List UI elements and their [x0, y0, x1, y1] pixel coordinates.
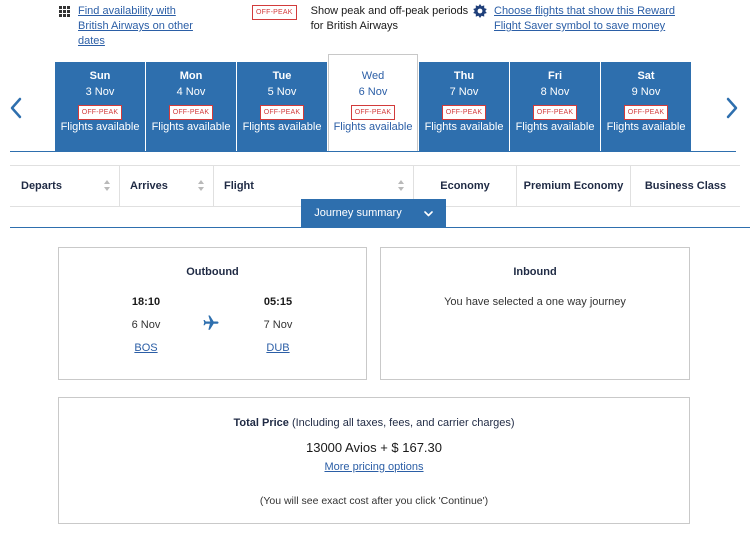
economy-label: Economy: [440, 180, 490, 192]
arrival-airport-link[interactable]: DUB: [266, 342, 290, 354]
day-date: 9 Nov: [631, 86, 661, 98]
availability-status: Flights available: [242, 121, 322, 133]
day-date: 8 Nov: [540, 86, 570, 98]
departs-label: Departs: [21, 180, 62, 192]
offpeak-badge: OFF-PEAK: [533, 105, 578, 120]
outbound-title: Outbound: [186, 266, 239, 278]
day-name: Thu: [453, 70, 475, 82]
day-name: Tue: [272, 70, 292, 82]
availability-status: Flights available: [333, 121, 413, 133]
availability-status: Flights available: [424, 121, 504, 133]
day-name: Sat: [637, 70, 655, 82]
date-tab-mon[interactable]: [146, 62, 236, 152]
day-name: Fri: [547, 70, 563, 82]
reward-saver-link[interactable]: Choose flights that show this Reward Flight Saver symbol to save money: [494, 5, 675, 32]
summary-divider: [10, 227, 750, 228]
chevron-down-icon: [424, 209, 433, 218]
offpeak-badge: OFF-PEAK: [78, 105, 123, 120]
arrival-date: 7 Nov: [263, 319, 293, 331]
total-price-sublabel: (Including all taxes, fees, and carrier charges): [288, 417, 515, 429]
peak-info-text: Show peak and off-peak periods for British Airways: [310, 5, 469, 32]
day-date: 6 Nov: [358, 86, 388, 98]
one-way-message: You have selected a one way journey: [444, 296, 626, 308]
next-arrow-icon[interactable]: [724, 96, 740, 120]
sort-arrives-header[interactable]: [120, 166, 214, 206]
departure-airport-link[interactable]: BOS: [134, 342, 158, 354]
total-price-label: Total Price: [233, 417, 289, 429]
date-tab-thu[interactable]: [419, 62, 509, 152]
total-price-card: [58, 397, 690, 524]
date-tabs: [55, 62, 692, 152]
journey-summary-label: Journey summary: [314, 207, 402, 219]
business-class-label: Business Class: [644, 180, 727, 192]
day-name: Wed: [361, 70, 385, 82]
previous-arrow-icon[interactable]: [8, 96, 24, 120]
sort-arrows-icon: [398, 180, 405, 192]
date-carousel: [0, 62, 750, 154]
availability-info: [59, 4, 208, 49]
peak-info: [252, 4, 476, 34]
availability-status: Flights available: [151, 121, 231, 133]
inbound-title: Inbound: [513, 266, 557, 278]
day-name: Mon: [179, 70, 203, 82]
saver-info: [473, 4, 694, 34]
departure-date: 6 Nov: [131, 319, 161, 331]
business-class-header: [631, 166, 740, 206]
departure-time: 18:10: [131, 296, 161, 308]
availability-status: Flights available: [60, 121, 140, 133]
date-tab-wed-selected[interactable]: [328, 54, 418, 152]
departure-segment: [116, 296, 176, 355]
reward-saver-icon: [473, 4, 487, 18]
day-date: 7 Nov: [449, 86, 479, 98]
total-price-value: 13000 Avios + $ 167.30: [305, 440, 443, 455]
more-pricing-options-link[interactable]: More pricing options: [324, 461, 424, 473]
calendar-icon: [59, 6, 70, 17]
date-tab-sun[interactable]: [55, 62, 145, 152]
day-name: Sun: [89, 70, 111, 82]
premium-economy-label: Premium Economy: [523, 180, 624, 192]
date-tab-sat[interactable]: [601, 62, 691, 152]
premium-economy-header: [517, 166, 631, 206]
sort-arrows-icon: [104, 180, 111, 192]
exact-cost-note: (You will see exact cost after you click 'Continue'): [259, 495, 489, 507]
availability-status: Flights available: [606, 121, 686, 133]
offpeak-badge: OFF-PEAK: [351, 105, 396, 120]
offpeak-badge: OFF-PEAK: [252, 5, 297, 20]
day-date: 4 Nov: [176, 86, 206, 98]
offpeak-badge: OFF-PEAK: [260, 105, 305, 120]
offpeak-badge: OFF-PEAK: [169, 105, 214, 120]
outbound-summary-card: [58, 247, 367, 380]
journey-summary-toggle[interactable]: [301, 199, 446, 227]
sort-departs-header[interactable]: [10, 166, 120, 206]
sort-arrows-icon: [198, 180, 205, 192]
offpeak-badge: OFF-PEAK: [624, 105, 669, 120]
day-date: 3 Nov: [85, 86, 115, 98]
arrival-time: 05:15: [263, 296, 293, 308]
total-price-heading: [59, 417, 689, 429]
find-availability-link[interactable]: Find availability with British Airways on other dates: [78, 5, 193, 47]
carousel-divider: [10, 151, 736, 152]
availability-status: Flights available: [515, 121, 595, 133]
arrival-segment: [248, 296, 308, 355]
offpeak-badge: OFF-PEAK: [442, 105, 487, 120]
arrives-label: Arrives: [130, 180, 168, 192]
date-tab-fri[interactable]: [510, 62, 600, 152]
inbound-summary-card: [380, 247, 690, 380]
flight-label: Flight: [224, 180, 254, 192]
date-tab-tue[interactable]: [237, 62, 327, 152]
day-date: 5 Nov: [267, 86, 297, 98]
airplane-icon: [202, 314, 220, 332]
